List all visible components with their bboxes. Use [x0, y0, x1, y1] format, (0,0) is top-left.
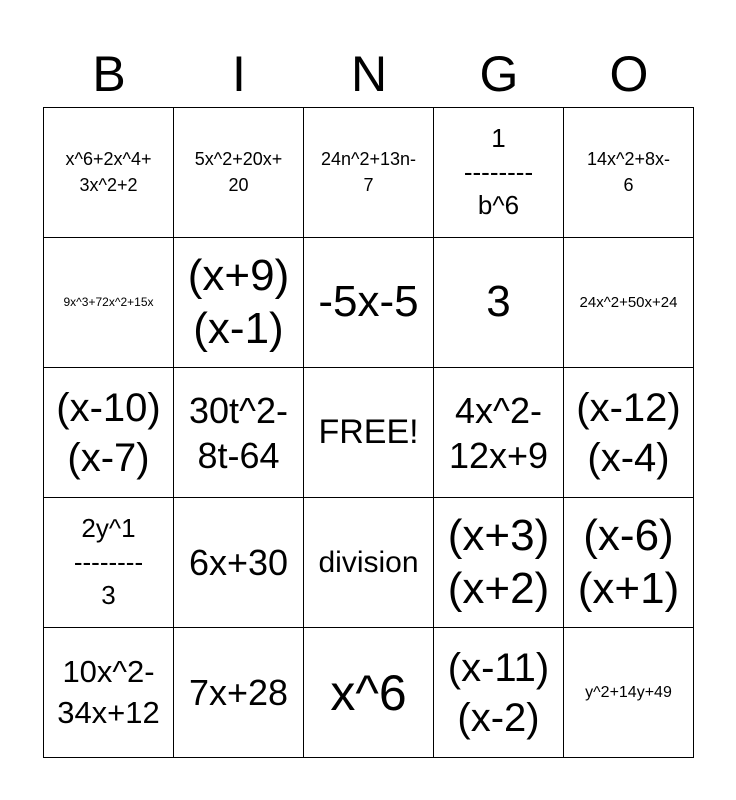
bingo-cell-r3-c3[interactable]	[304, 368, 434, 498]
bingo-cell-r3-c4[interactable]	[434, 368, 564, 498]
cell-text: 9x^3+72x^2+15x	[63, 295, 154, 310]
bingo-cell-r5-c5[interactable]	[564, 628, 694, 758]
bingo-cell-r2-c5[interactable]	[564, 238, 694, 368]
bingo-cell-r4-c3[interactable]	[304, 498, 434, 628]
cell-text: (x-12) (x-4)	[576, 385, 681, 480]
cell-text: (x+9) (x-1)	[187, 250, 290, 353]
bingo-cell-r1-c1[interactable]	[44, 108, 174, 238]
header-letter-g: G	[479, 46, 519, 102]
cell-text: (x-6) (x+1)	[577, 510, 680, 613]
header-letter-o: O	[609, 46, 649, 102]
cell-text: 4x^2- 12x+9	[448, 389, 549, 476]
cell-text: (x-10) (x-7)	[56, 385, 161, 480]
bingo-header	[44, 40, 694, 108]
bingo-cell-r5-c3[interactable]	[304, 628, 434, 758]
bingo-cell-r1-c5[interactable]	[564, 108, 694, 238]
bingo-cell-r3-c1[interactable]	[44, 368, 174, 498]
cell-text: 6x+30	[188, 542, 289, 583]
cell-text: 24n^2+13n- 7	[320, 149, 417, 195]
cell-text: y^2+14y+49	[585, 683, 672, 701]
cell-text: 2y^1 -------- 3	[73, 512, 144, 611]
cell-text: x^6+2x^4+ 3x^2+2	[65, 149, 152, 195]
header-letter-b: B	[92, 46, 126, 102]
cell-text: 3	[486, 277, 511, 327]
cell-text: 5x^2+20x+ 20	[194, 149, 283, 195]
bingo-cell-r4-c5[interactable]	[564, 498, 694, 628]
cell-text: 10x^2- 34x+12	[57, 654, 160, 730]
bingo-cell-r4-c2[interactable]	[174, 498, 304, 628]
bingo-cell-r2-c2[interactable]	[174, 238, 304, 368]
cell-text: 1 -------- b^6	[463, 122, 534, 221]
bingo-cell-r2-c4[interactable]	[434, 238, 564, 368]
bingo-cell-r2-c1[interactable]	[44, 238, 174, 368]
bingo-cell-r1-c2[interactable]	[174, 108, 304, 238]
bingo-cell-r4-c4[interactable]	[434, 498, 564, 628]
bingo-cell-r1-c4[interactable]	[434, 108, 564, 238]
cell-text: x^6	[330, 664, 407, 721]
header-letter-i: I	[232, 46, 246, 102]
bingo-cell-r3-c5[interactable]	[564, 368, 694, 498]
bingo-cell-r2-c3[interactable]	[304, 238, 434, 368]
cell-text: (x+3) (x+2)	[447, 510, 550, 613]
cell-text: 14x^2+8x- 6	[587, 149, 670, 195]
bingo-cell-r5-c4[interactable]	[434, 628, 564, 758]
free-space: FREE!	[318, 413, 419, 452]
cell-text: (x-11) (x-2)	[447, 645, 550, 740]
header-letter-n: N	[350, 46, 388, 102]
bingo-cell-r1-c3[interactable]	[304, 108, 434, 238]
bingo-cell-r5-c1[interactable]	[44, 628, 174, 758]
cell-text: -5x-5	[318, 277, 419, 327]
cell-text: 7x+28	[188, 672, 289, 713]
cell-text: division	[318, 546, 419, 579]
cell-text: 30t^2- 8t-64	[189, 389, 288, 476]
bingo-cell-r4-c1[interactable]	[44, 498, 174, 628]
bingo-cell-r5-c2[interactable]	[174, 628, 304, 758]
bingo-card	[43, 107, 694, 758]
bingo-cell-r3-c2[interactable]	[174, 368, 304, 498]
cell-text: 24x^2+50x+24	[579, 293, 678, 311]
